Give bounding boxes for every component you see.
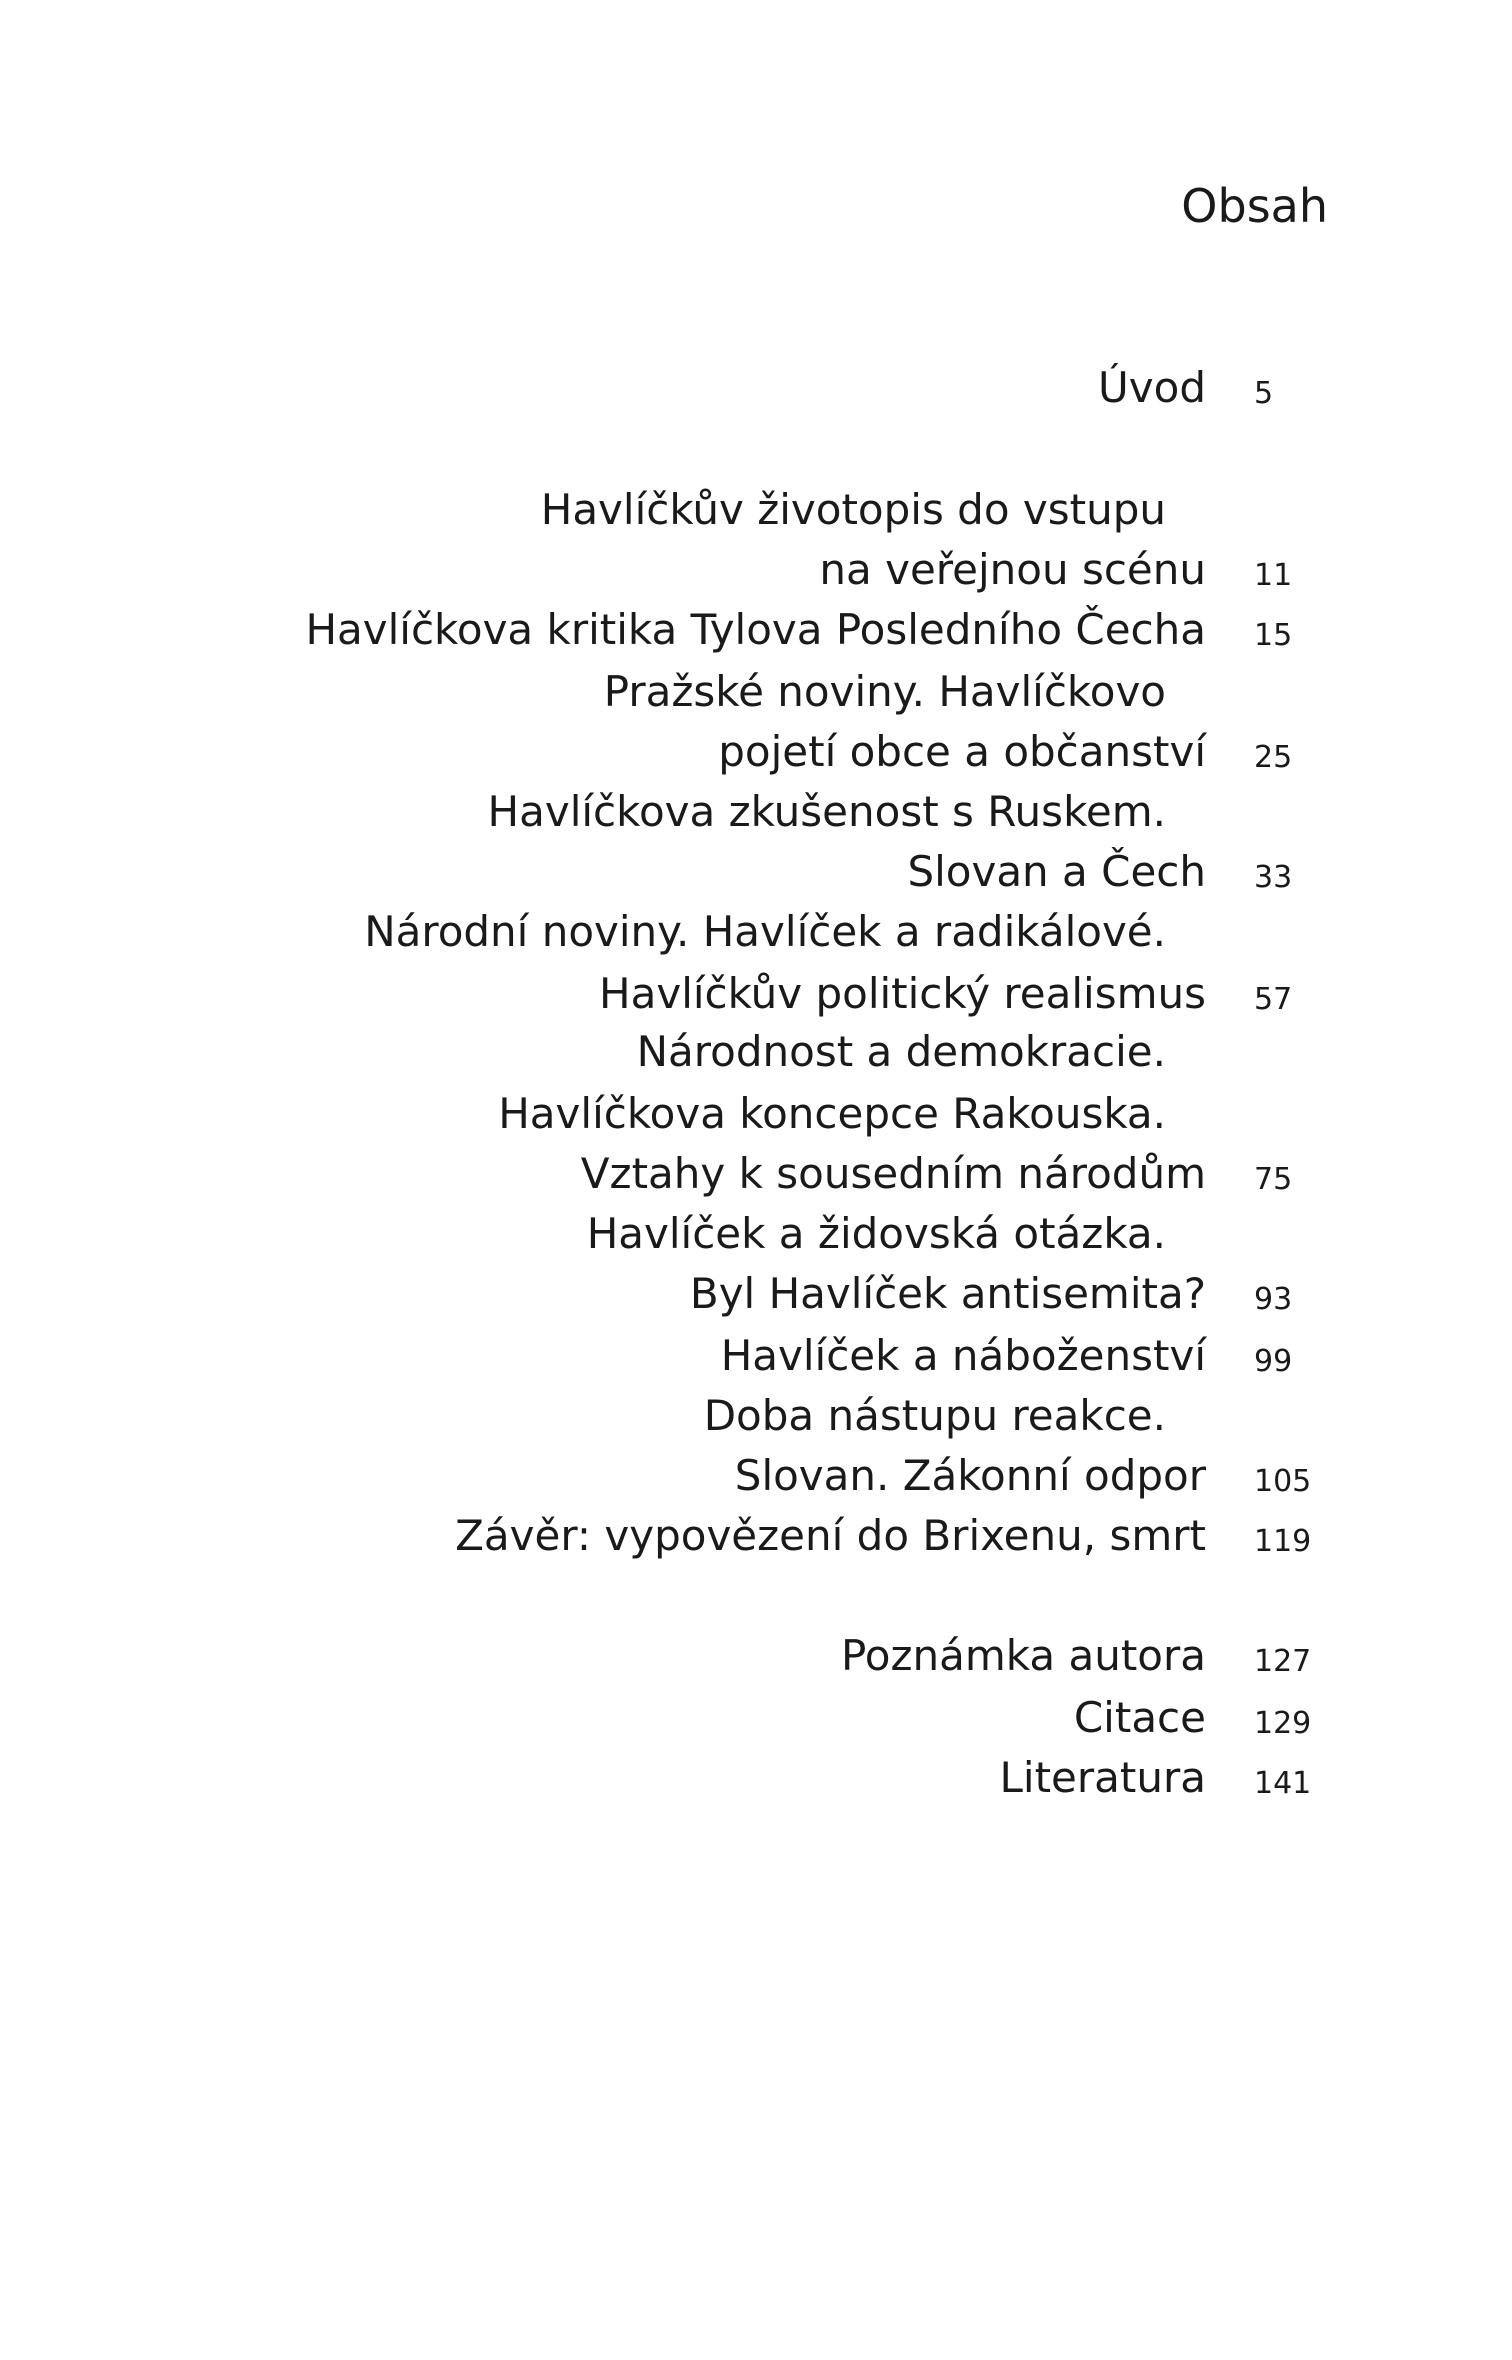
toc-entry-title-line: Národnost a demokracie. <box>636 1027 1166 1076</box>
toc-entry-title-line: Národní noviny. Havlíček a radikálové. <box>364 907 1166 956</box>
toc-page-number: 15 <box>1254 618 1293 653</box>
toc-page-number: 105 <box>1254 1464 1312 1499</box>
toc-entry-title-line: Havlíčkův životopis do vstupu <box>540 485 1166 534</box>
toc-page-number: 33 <box>1254 860 1293 895</box>
toc-page-number: 25 <box>1254 740 1293 775</box>
toc-page-number: 129 <box>1254 1706 1312 1741</box>
toc-page-number: 93 <box>1254 1282 1293 1317</box>
toc-entry-title-line: Byl Havlíček antisemita? <box>689 1269 1206 1318</box>
toc-entry-title-line: Havlíčkova kritika Tylova Posledního Čecha <box>305 605 1206 654</box>
toc-entry-title-line: Havlíčkova zkušenost s Ruskem. <box>487 787 1166 836</box>
toc-entry-title-line: Havlíček a židovská otázka. <box>586 1209 1166 1258</box>
toc-entry-title-line: Havlíček a náboženství <box>720 1331 1206 1380</box>
toc-entry-title-line: Havlíčkův politický realismus <box>599 969 1206 1018</box>
toc-entry-title-line: Literatura <box>999 1753 1206 1802</box>
toc-entry-title-line: Slovan. Zákonní odpor <box>734 1451 1206 1500</box>
toc-page-number: 5 <box>1254 376 1274 411</box>
toc-page-number: 119 <box>1254 1524 1312 1559</box>
toc-entry-title-line: Citace <box>1073 1693 1206 1742</box>
toc-entry-title-line: Havlíčkova koncepce Rakouska. <box>498 1089 1166 1138</box>
toc-entry-title-line: Doba nástupu reakce. <box>703 1391 1166 1440</box>
toc-page-number: 127 <box>1254 1644 1312 1679</box>
toc-page-number: 141 <box>1254 1766 1312 1801</box>
toc-entry-title-line: Slovan a Čech <box>907 847 1206 896</box>
toc-page-number: 57 <box>1254 982 1293 1017</box>
toc-page-number: 75 <box>1254 1162 1293 1197</box>
toc-entry-title-line: Vztahy k sousedním národům <box>580 1149 1206 1198</box>
page-title: Obsah <box>1181 179 1328 233</box>
toc-entry-title-line: pojetí obce a občanství <box>718 727 1206 776</box>
toc-entry-title-line: Závěr: vypovězení do Brixenu, smrt <box>455 1511 1206 1560</box>
toc-entry-title-line: na veřejnou scénu <box>819 545 1206 594</box>
toc-entry-title-line: Úvod <box>1098 363 1206 412</box>
toc-page-number: 99 <box>1254 1344 1293 1379</box>
toc-page-number: 11 <box>1254 558 1293 593</box>
toc-entry-title-line: Poznámka autora <box>840 1631 1206 1680</box>
toc-entry-title-line: Pražské noviny. Havlíčkovo <box>603 667 1166 716</box>
